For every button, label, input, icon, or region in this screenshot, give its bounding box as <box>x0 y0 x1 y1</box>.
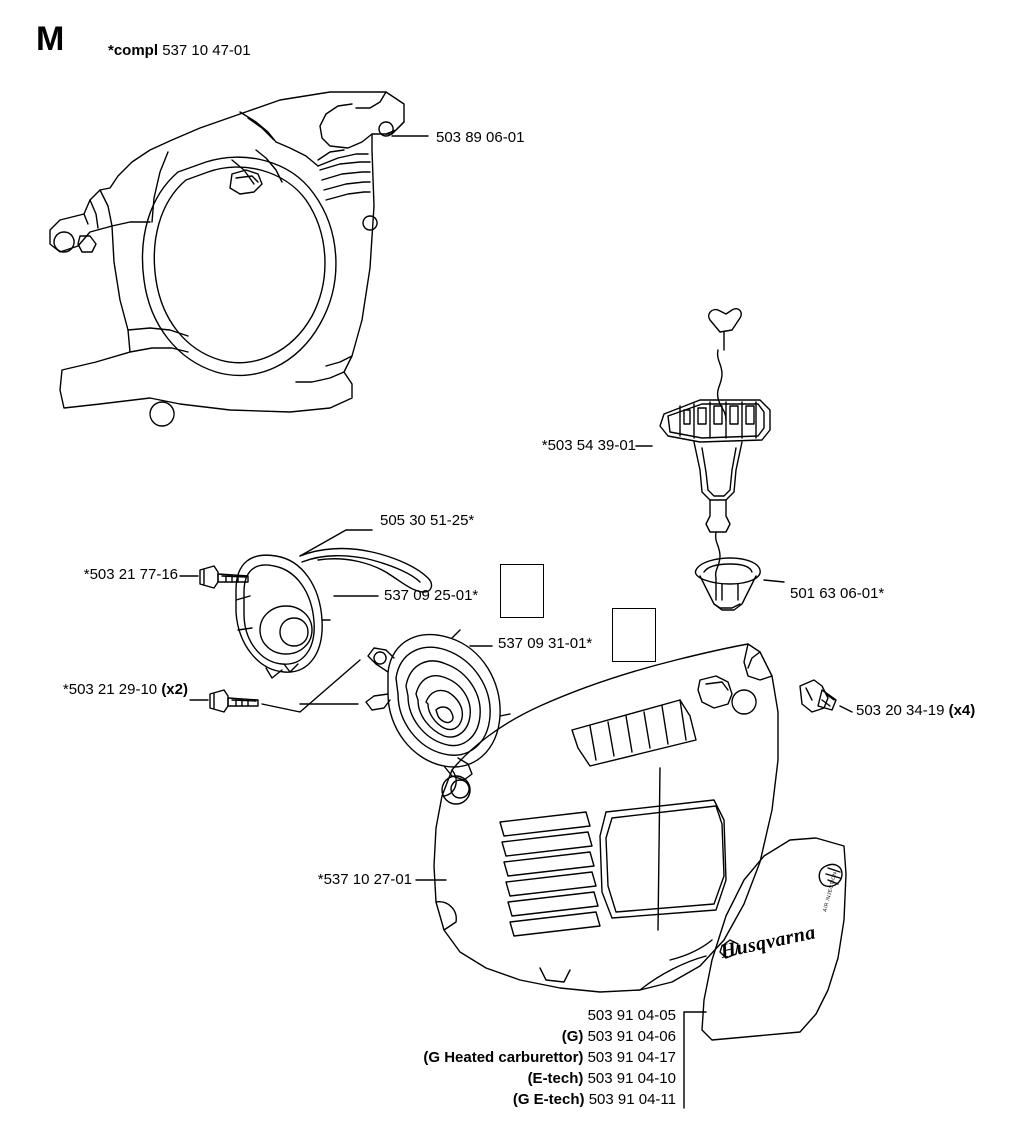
cover-screws-number: 503 20 34-19 <box>856 702 945 719</box>
recoil-spring-art <box>366 630 510 780</box>
variant-number-3: 503 91 04-10 <box>587 1070 676 1087</box>
label-pawl-screws <box>0 682 188 699</box>
tool-symbol-box-2 <box>612 608 656 662</box>
variant-prefix-3: (E-tech) <box>527 1070 584 1087</box>
variant-number-2: 503 91 04-17 <box>587 1049 676 1066</box>
variant-row-2 <box>280 1047 676 1068</box>
decal-sub-text: AIR INJECTION <box>822 871 839 913</box>
variant-row-0 <box>280 1005 676 1026</box>
label-cover-screws <box>856 703 975 720</box>
label-rope-guide: 501 63 06-01* <box>790 585 885 602</box>
variant-row-4 <box>280 1089 676 1110</box>
label-starter-cover: *537 10 27-01 <box>317 871 412 888</box>
pawl-screws-art <box>210 690 258 712</box>
variant-row-1 <box>280 1026 676 1047</box>
compl-prefix: *compl <box>108 42 159 59</box>
variant-number-1: 503 91 04-06 <box>587 1028 676 1045</box>
label-starter-handle: *503 54 39-01 <box>541 437 636 454</box>
label-starter-rope: 505 30 51-25* <box>380 512 475 529</box>
variant-prefix-1: (G) <box>561 1028 584 1045</box>
variant-prefix-4: (G E-tech) <box>512 1091 585 1108</box>
decal-variant-list <box>280 1005 676 1110</box>
cover-screws-art <box>800 680 836 712</box>
label-pulley: 537 09 25-01* <box>384 587 479 604</box>
section-letter: M <box>36 20 65 58</box>
pawl-screws-number: *503 21 29-10 <box>62 681 158 698</box>
label-recoil-spring: 537 09 31-01* <box>498 635 593 652</box>
rope-guide-art <box>695 558 760 610</box>
label-pulley-screw: *503 21 77-16 <box>83 566 178 583</box>
compl-number: 537 10 47-01 <box>162 42 251 59</box>
decal-brand-text: Husqvarna <box>718 921 818 963</box>
cover-screws-qty: (x4) <box>948 702 976 719</box>
label-starter-housing: 503 89 06-01 <box>436 129 525 146</box>
starter-rope-art <box>300 549 431 592</box>
pulley-art <box>236 555 330 678</box>
tool-symbol-box-1 <box>500 564 544 618</box>
variant-row-3 <box>280 1068 676 1089</box>
leader-cover-screws <box>840 706 852 712</box>
decal-text-group <box>717 871 838 963</box>
variant-number-0: 503 91 04-05 <box>587 1007 676 1024</box>
pawl-screws-qty: (x2) <box>161 681 188 698</box>
variant-number-4: 503 91 04-11 <box>588 1091 676 1108</box>
variant-prefix-2: (G Heated carburettor) <box>423 1049 584 1066</box>
starter-housing-art <box>50 92 404 426</box>
starter-handle-art <box>660 309 770 578</box>
leader-rope-guide <box>764 580 784 582</box>
